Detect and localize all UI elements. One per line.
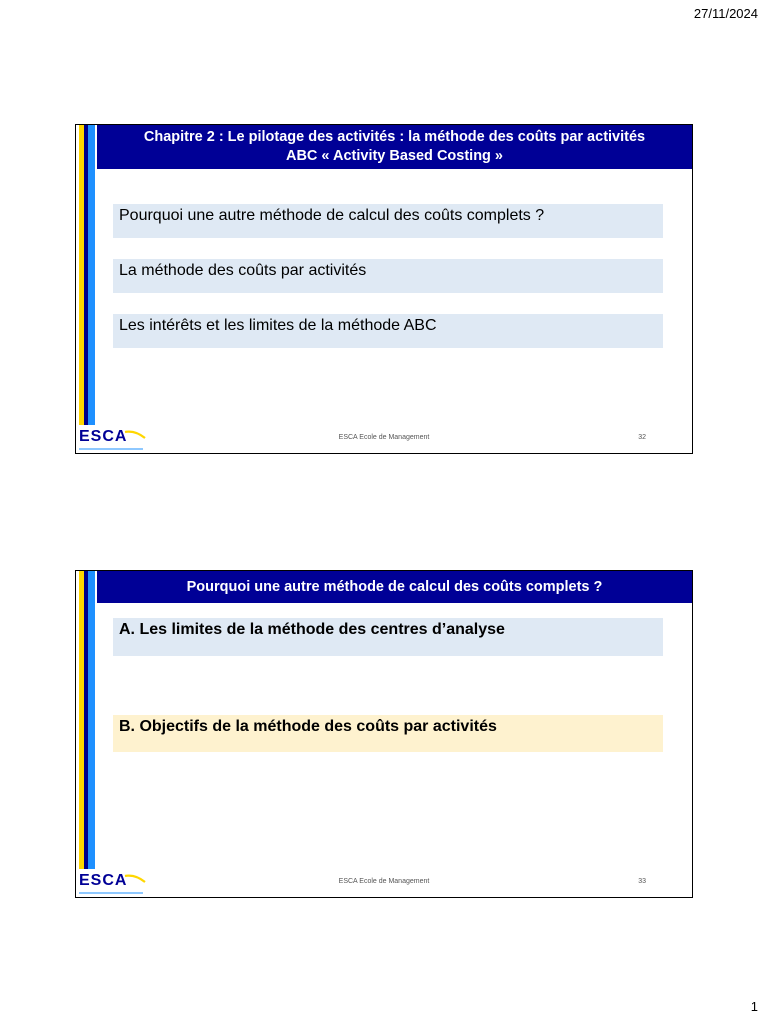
slide-title-line: Chapitre 2 : Le pilotage des activités : la méthode des coûts par activités: [143, 129, 646, 145]
page-number: 1: [750, 999, 758, 1014]
content-box-highlighted: B. Objectifs de la méthode des coûts par activités: [113, 715, 663, 752]
slide-footer-text: ESCA Ecole de Management: [338, 434, 430, 441]
slide-title-line: Pourquoi une autre méthode de calcul des coûts complets ?: [186, 578, 603, 595]
slide-footer-text: ESCA Ecole de Management: [338, 878, 430, 885]
slide-title-line: ABC « Activity Based Costing »: [285, 148, 503, 164]
slide-number: 33: [638, 878, 646, 885]
esca-logo: ESCA: [77, 872, 149, 896]
slide-title: [97, 125, 692, 169]
content-box: La méthode des coûts par activités: [113, 259, 663, 293]
print-date: 27/11/2024: [693, 6, 758, 21]
content-box: Les intérêts et les limites de la méthode ABC: [113, 314, 663, 348]
slide-thumbnail: [75, 570, 693, 898]
slide-thumbnail: [75, 124, 693, 454]
esca-logo: ESCA: [77, 428, 149, 452]
blue-stripe: [88, 125, 95, 425]
slide-number: 32: [638, 434, 646, 441]
slide-title: [97, 571, 692, 603]
blue-stripe: [88, 571, 95, 869]
content-box: Pourquoi une autre méthode de calcul des coûts complets ?: [113, 204, 663, 238]
content-box: A. Les limites de la méthode des centres d’analyse: [113, 618, 663, 656]
